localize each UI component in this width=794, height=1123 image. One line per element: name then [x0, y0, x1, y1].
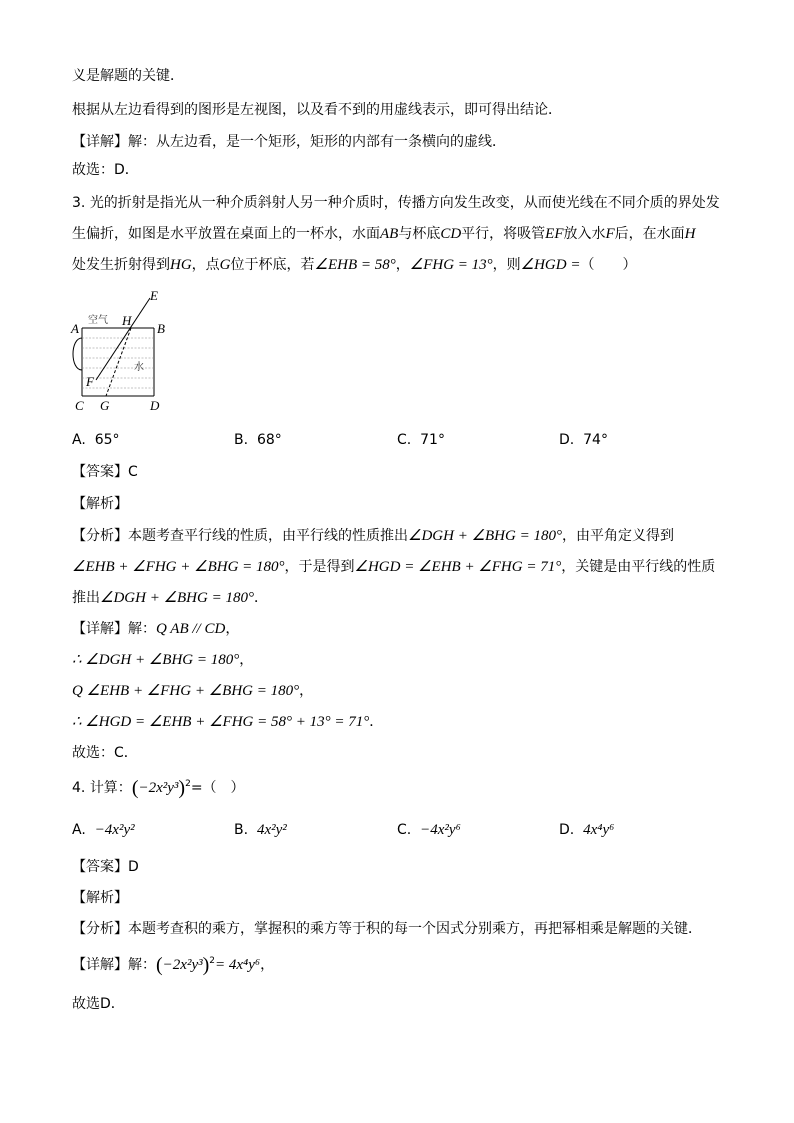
fenxi-math: ∠DGH + ∠BHG = 180° [100, 590, 254, 606]
option-key: D. [559, 432, 575, 448]
q4-fenxi [72, 919, 702, 939]
q4-detail: 【详解】解：$(-2x^2y^3)^2= 4x^4y^6$， [72, 954, 275, 976]
q3-ask: ∠HGD = [520, 257, 581, 273]
q3-fenxi-line-1 [72, 526, 674, 546]
q3-stem-line-1 [72, 193, 720, 213]
q3-option-c[interactable] [397, 430, 445, 450]
q4-stem-text: =（ ） [190, 780, 245, 796]
q4-stem-text: 计算： [89, 780, 132, 796]
q4-stem: 4. 计算：$(-2x^2y^3)^2=$（ ） [72, 777, 245, 799]
cup-handle [73, 338, 82, 370]
answer-value: C [128, 464, 138, 480]
detail-tag: 【详解】 [72, 621, 128, 637]
answer-value: D [128, 859, 139, 875]
label-c: C [75, 398, 84, 413]
option-key: B. [234, 432, 249, 448]
option-key: B. [234, 822, 249, 838]
q3-detail-line-4 [72, 712, 383, 732]
option-value: 65° [94, 432, 120, 448]
cup-refraction-figure [68, 288, 178, 418]
q4-exponent: 2 [185, 779, 191, 789]
q3-stem-text: 位于杯底，若 [230, 257, 315, 273]
prev-detail [72, 132, 506, 152]
option-key: C. [397, 432, 412, 448]
detail-text: 解： [128, 957, 156, 973]
q3-stem-text-1: 光的折射是指光从一种介质斜射人另一种介质时，传播方向发生改变，从而使光线在不同介质的界处发 [89, 195, 720, 211]
q3-stem-text: 生偏折，如图是水平放置在桌面上的一杯水，水面 [72, 226, 380, 242]
detail-result: = 4x⁴y⁶ [215, 957, 261, 973]
fenxi-text: ． [253, 590, 268, 606]
q4-option-d[interactable] [559, 820, 614, 840]
detail-tag: 【详解】 [72, 957, 128, 973]
q3-analysis-tag: 【解析】 [72, 496, 128, 512]
label-g: G [100, 398, 110, 413]
prev-choose: 故选：D． [72, 162, 139, 178]
q3-condition-2: ∠FHG = 13° [409, 257, 493, 273]
detail-math: Q AB // CD [156, 621, 226, 637]
q3-condition-1: ∠EHB = 58° [314, 257, 396, 273]
option-value: 4x²y² [256, 822, 287, 838]
fenxi-math: ∠DGH + ∠BHG = 180° [408, 528, 562, 544]
option-value: 74° [583, 432, 608, 448]
detail-text: ， [260, 957, 275, 973]
option-value: −4x²y² [94, 822, 135, 838]
option-key: A. [72, 822, 86, 838]
q3-var-h: H [684, 226, 696, 242]
fenxi-text: ，关键是由平行线的性质 [561, 559, 716, 575]
detail-text: ． [369, 714, 384, 730]
q3-var-ab: AB [380, 226, 399, 242]
q4-number: 4. [72, 780, 86, 796]
q3-var-g: G [219, 257, 231, 273]
label-a: A [71, 321, 79, 336]
detail-tag: 【详解】 [72, 134, 128, 150]
detail-text: ， [239, 652, 254, 668]
option-value: 68° [256, 432, 282, 448]
q3-stem-text: 处发生折射得到 [72, 257, 170, 273]
q3-option-a[interactable] [72, 430, 120, 450]
label-air: 空气 [88, 315, 108, 326]
q3-stem-line-3: 处发生折射得到HG，点G位于杯底，若∠EHB = 58°，∠FHG = 13°，则∠HGD =（ ） [72, 257, 637, 273]
q3-var-ef: EF [545, 226, 564, 242]
q3-stem-text: ，点 [191, 257, 220, 273]
q4-option-c[interactable] [397, 820, 461, 840]
detail-exponent: 2 [209, 956, 216, 966]
q3-detail-line-1 [72, 619, 239, 639]
q3-option-b[interactable] [234, 430, 282, 450]
q4-choose: 故选D． [72, 996, 125, 1012]
option-value: −4x²y⁶ [420, 822, 461, 838]
q3-stem-text: 放入水 [563, 226, 606, 242]
detail-math: ∴ ∠DGH + ∠BHG = 180° [72, 652, 240, 668]
q4-option-a[interactable] [72, 820, 135, 840]
label-b: B [157, 321, 165, 336]
option-key: D. [559, 822, 575, 838]
q3-fenxi-line-2 [72, 557, 715, 577]
q3-choose: 故选：C． [72, 745, 138, 761]
answer-tag: 【答案】 [72, 464, 128, 480]
q4-expression: −2x²y³ [138, 780, 179, 796]
q3-fenxi-line-3 [72, 588, 268, 608]
fenxi-text: 本题考查积的乘方，掌握积的乘方等于积的每一个因式分别乘方，再把幂相乘是解题的关键． [128, 921, 702, 937]
fenxi-text: ，于是得到 [284, 559, 355, 575]
option-key: A. [72, 432, 86, 448]
detail-math: Q ∠EHB + ∠FHG + ∠BHG = 180° [72, 683, 300, 699]
q3-stem-text: 平行，将吸管 [461, 226, 546, 242]
fenxi-text: 本题考查平行线的性质，由平行线的性质推出 [128, 528, 408, 544]
detail-text: ， [225, 621, 240, 637]
q4-answer [72, 857, 139, 877]
label-d: D [150, 398, 160, 413]
q3-paren: （ ） [580, 257, 637, 273]
fenxi-math: ∠HGD = ∠EHB + ∠FHG = 71° [354, 559, 562, 575]
detail-text: ， [299, 683, 314, 699]
answer-tag: 【答案】 [72, 859, 128, 875]
fenxi-math: ∠EHB + ∠FHG + ∠BHG = 180° [72, 559, 285, 575]
q3-detail-line-2 [72, 650, 253, 670]
label-h: H [122, 313, 132, 328]
q3-stem-line-2 [72, 224, 696, 244]
fenxi-tag: 【分析】 [72, 921, 128, 937]
label-water: 水 [134, 362, 144, 373]
option-value: 4x⁴y⁶ [583, 822, 615, 838]
detail-text: 解： [128, 621, 156, 637]
fenxi-text: ，由平角定义得到 [561, 528, 674, 544]
q3-number: 3. [72, 195, 86, 211]
q3-var-f: F [605, 226, 615, 242]
q3-var-cd: CD [440, 226, 462, 242]
q3-answer [72, 462, 138, 482]
fenxi-text: 推出 [72, 590, 100, 606]
option-value: 71° [420, 432, 445, 448]
fenxi-tag: 【分析】 [72, 528, 128, 544]
detail-math: ∴ ∠HGD = ∠EHB + ∠FHG = 58° + 13° = 71° [72, 714, 370, 730]
option-key: C. [397, 822, 412, 838]
detail-expression: −2x²y³ [162, 957, 203, 973]
q4-option-b[interactable] [234, 820, 287, 840]
q3-stem-text: ，则 [492, 257, 521, 273]
prev-line-2: 根据从左边看得到的图形是左视图，以及看不到的用虚线表示，即可得出结论． [72, 102, 562, 118]
detail-text: 解：从左边看，是一个矩形，矩形的内部有一条横向的虚线． [128, 134, 506, 150]
q3-stem-text: 后，在水面 [614, 226, 685, 242]
prev-line-1: 义是解题的关键． [72, 68, 184, 84]
q3-option-d[interactable] [559, 430, 608, 450]
q4-analysis-tag: 【解析】 [72, 890, 128, 906]
q3-detail-line-3 [72, 681, 313, 701]
label-e: E [150, 288, 158, 303]
label-f: F [86, 374, 94, 389]
q3-var-hg: HG [170, 257, 192, 273]
q3-stem-text: 与杯底 [398, 226, 441, 242]
